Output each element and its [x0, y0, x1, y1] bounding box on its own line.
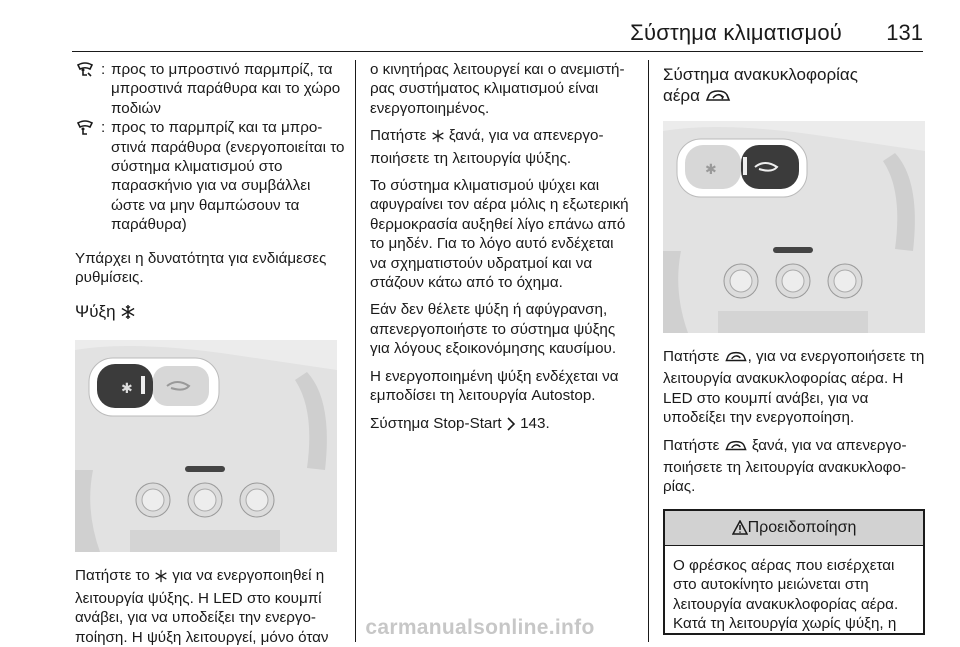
- svg-text:✱: ✱: [121, 381, 133, 398]
- snowflake-icon: [120, 304, 136, 326]
- list-item: : προς το μπροστινό παρμπρίζ, τα μπροστινά παράθυρα και το χώρο ποδιών: [75, 60, 345, 118]
- item-text: προς το μπροστινό παρμπρίζ, τα μπροστινά παράθυρα και το χώρο ποδιών: [111, 61, 341, 117]
- climate-control-cooling-illustration: [75, 340, 337, 552]
- warning-header: Προειδοποίηση: [665, 511, 923, 546]
- air-recirculation-icon: [724, 350, 748, 369]
- column-1: [75, 60, 345, 646]
- paragraph: Πατήστε , για να ενεργοποιήσετε τη λειτουργία ανακυκλοφορίας αέρα. Η LED στο κουμπί ανάβει, για να υποδείξει την ενεργοποίηση.: [663, 348, 925, 427]
- paragraph: Υπάρχει η δυνατότητα για ενδιάμεσες ρυθμίσεις.: [75, 249, 327, 287]
- column-divider: [648, 60, 649, 642]
- snowflake-icon: [431, 129, 445, 148]
- section-title-cooling: Ψύξη: [75, 301, 345, 326]
- climate-control-recirculation-illustration: [663, 121, 925, 333]
- paragraph: ο κινητήρας λειτουργεί και ο ανεμιστήρας συστήματος κλιματισμού είναι ενεργοποιημένος.: [370, 61, 625, 117]
- paragraph: Πατήστε ξανά, για να απενεργοποιήσετε τη λειτουργία ανακυκλοφορίας.: [663, 436, 907, 496]
- paragraph: Πατήστε το για να ενεργοποιηθεί η λειτουργία ψύξης. Η LED στο κουμπί ανάβει, για να υποδείξει την ενεργοποίηση. Η ψύξη λειτουργεί, μόνο όταν: [75, 567, 329, 646]
- cross-reference[interactable]: Σύστημα Stop-Start 143.: [370, 414, 632, 436]
- windscreen-defrost-icon: [75, 118, 101, 141]
- paragraph: Εάν δεν θέλετε ψύξη ή αφύγρανση, απενεργοποιήστε το σύστημα ψύξης για λόγους εξοικονόμησης καυσίμου.: [370, 301, 617, 358]
- page-number: 131: [886, 20, 923, 45]
- page-header: [0, 0, 960, 52]
- air-recirculation-icon: [705, 88, 731, 109]
- list-item: : προς το παρμπρίζ και τα μπροστινά παράθυρα (ενεργοποιείται το σύστημα κλιματισμού στο παρασκήνιο για να συμβάλλει ώστε να μην θαμπώσουν τα παράθυρα): [75, 118, 345, 234]
- svg-text:✱: ✱: [705, 162, 717, 178]
- column-3: [663, 60, 925, 642]
- section-title-recirculation: Σύστημα ανακυκλοφορίας αέρα: [663, 64, 925, 109]
- windscreen-footwell-icon: [75, 60, 101, 83]
- column-2: [370, 60, 632, 642]
- item-text: προς το παρμπρίζ και τα μπροστινά παράθυρα (ενεργοποιείται το σύστημα κλιματισμού στο παρασκήνιο για να συμβάλλει ώστε να μην θαμπώσουν τα παράθυρα): [111, 119, 345, 234]
- watermark: carmanualsonline.info: [365, 616, 595, 639]
- warning-text: Ο φρέσκος αέρας που εισέρχεται στο αυτοκίνητο μειώνεται στη λειτουργία ανακυκλοφορίας αέρα. Κατά τη λειτουργία χωρίς ψύξη, η: [673, 556, 899, 633]
- warning-triangle-icon: [732, 514, 748, 548]
- paragraph: Το σύστημα κλιματισμού ψύχει και αφυγραίνει τον αέρα μόλις η εξωτερική θερμοκρασία αυξηθεί λίγο επάνω από το μηδέν. Για το λόγο αυτό ενδέχεται να σχηματιστούν υδρατμοί και να στάζουν κάτω από το όχημα.: [370, 177, 629, 292]
- paragraph: Η ενεργοποιημένη ψύξη ενδέχεται να εμποδίσει τη λειτουργία Autostop.: [370, 367, 619, 405]
- header-rule: [72, 51, 923, 52]
- air-recirculation-icon: [724, 439, 748, 458]
- page-title: Σύστημα κλιματισμού: [630, 20, 842, 45]
- snowflake-icon: [154, 569, 168, 588]
- column-divider: [355, 60, 356, 642]
- page-reference-icon: [506, 417, 516, 436]
- paragraph: Πατήστε ξανά, για να απενεργοποιήσετε τη λειτουργία ψύξης.: [370, 127, 604, 167]
